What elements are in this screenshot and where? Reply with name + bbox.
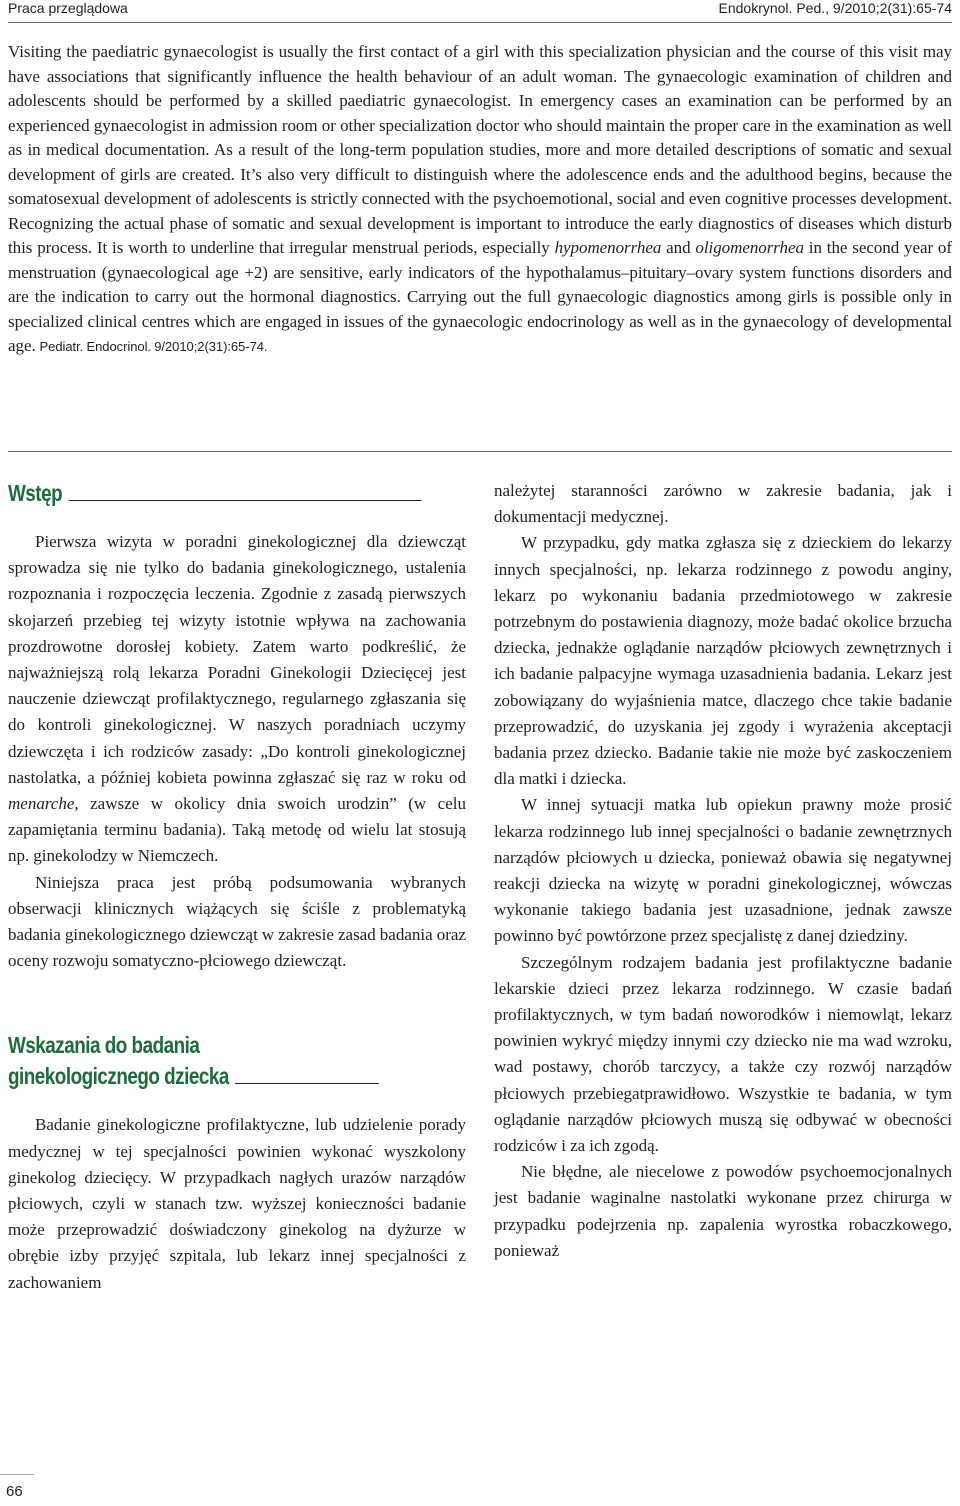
paragraph-text: Pierwsza wizyta w poradni ginekologicznej dla dziewcząt sprowadza się nie tylko do badania ginekologicznego, ustalenia rozpoznania i rozpoczęcia leczenia. Zgodnie z zasadą pierwszych skojarzeń przebieg tej wizyty istotnie wpływa na zachowania prozdrowotne dorosłej kobiety. Zatem warto podkreślić, że najważniejszą rolą lekarza Poradni Ginekologii Dziecięcej jest nauczenie dziewcząt profilaktycznego, regularnego zgłaszania się do kontroli ginekologicznej. W naszych poradniach uczymy dziewczęta i ich rodziców zasady: „Do kontroli ginekologicznej nastolatka, a później kobieta powinna zgłaszać się raz w roku od [8, 532, 466, 787]
abstract-term-hypomenorrhea: hypomenorrhea [554, 238, 662, 257]
term-menarche: menarche [8, 794, 75, 814]
paragraph: należytej staranności zarówno w zakresie badania, jak i dokumentacji medycznej. [494, 481, 952, 527]
section-type-label: Praca przeglądowa [8, 0, 128, 16]
running-header [8, 0, 952, 17]
header-divider [8, 22, 952, 23]
heading-underline [69, 500, 422, 501]
paragraph: Niniejsza praca jest próbą podsumowania wybranych obserwacji klinicznych wiążących się ściśle z problematyką badania ginekologicznego dziewcząt w zakresie zasad badania oraz oceny rozwoju somatyczno-płciowego dziewcząt. [8, 872, 466, 971]
section-heading-indications-line1: Wskazania do badania [8, 1032, 200, 1059]
journal-citation-header: Endokrynol. Ped., 9/2010;2(31):65-74 [718, 0, 952, 16]
paragraph: Szczególnym rodzajem badania jest profilaktyczne badanie lekarskie dzieci przez lekarza rodzinnego. W czasie badań profilaktycznych, w tym badań noworodków i niemowląt, lekarz powinien wykryć między innymi czy dziecko nie ma wad wzroku, wad postawy, chorób tarczycy, a także czy rozwój narządów płciowych przebiegatprawidłowo. Wszystkie te badania, w tym oglądanie narządów płciowych muszą się odbywać w obecności rodziców i za ich zgodą. [494, 952, 952, 1156]
right-column [494, 478, 952, 1264]
heading-underline [235, 1083, 379, 1084]
section-heading-indications [8, 1030, 466, 1092]
abstract [8, 40, 952, 360]
abstract-divider [8, 451, 952, 452]
paragraph [8, 529, 466, 870]
abstract-and: and [661, 238, 696, 257]
abstract-citation: Pediatr. Endocrinol. 9/2010;2(31):65-74. [39, 339, 268, 354]
paragraph: W przypadku, gdy matka zgłasza się z dzieckiem do lekarzy innych specjalności, np. lekarza rodzinnego z powodu anginy, lekarz po wykonaniu badania przedmiotowego w zakresie potrzebnym do postawienia diagnozy, może badać okolice brzucha dziecka, jednakże oglądanie narządów płciowych zewnętrznych i ich badanie palpacyjne wymaga uzasadnienia badania. Lekarz jest zobowiązany do wyjaśnienia matce, dlaczego chce takie badanie przeprowadzić, do uzyskania jej zgody i wyrażenia akceptacji badania przez dziecko. Badanie takie nie może być zaskoczeniem dla matki i dziecka. [494, 533, 952, 789]
section-heading-intro-text: Wstęp [8, 480, 63, 506]
page-number-divider [0, 1474, 34, 1475]
abstract-text-part1: Visiting the paediatric gynaecologist is usually the first contact of a girl with this specialization physician and the course of this visit may have associations that significantly influence the health behaviour of an adult woman. The gynaecologic examination of children and adolescents should be performed by a skilled paediatric gynaecologist. In emergency cases an examination can be performed by an experienced gynaecologist in admission room or other specialization doctor who should maintain the proper care in the examination as well as in medical documentation. As a result of the long-term population studies, more and more detailed descriptions of somatic and sexual development of girls are created. It’s also very difficult to distinguish where the adolescence ends and the adulthood begins, because the somatosexual development of adolescents is strictly connected with the psychoemotional, social and even cognitive processes development. Recognizing the actual phase of somatic and sexual development is important to introduce the early diagnostics of diseases which disturb this process. It is worth to underline that irregular menstrual periods, especially [8, 42, 952, 257]
section-heading-indications-line2: ginekologicznego dziecka [8, 1063, 229, 1090]
page-number: 66 [6, 1483, 23, 1500]
section-spacer [8, 974, 466, 1030]
left-column [8, 478, 466, 1296]
paragraph: Nie błędne, ale niecelowe z powodów psychoemocjonalnych jest badanie waginalne nastolatki wykonane przez chirurga w przypadku podejrzenia np. zapalenia wyrostka robaczkowego, ponieważ [494, 1162, 952, 1260]
section-heading-intro [8, 478, 466, 509]
paragraph: Badanie ginekologiczne profilaktyczne, lub udzielenie porady medycznej w tej specjalności powinien wykonać wyszkolony ginekolog dziecięcy. W przypadkach nagłych urazów narządów płciowych, czyli w stanach tzw. wyższej konieczności badanie może przeprowadzić doświadczony ginekolog na dyżurze w obrębie izby przyjęć szpitala, lub lekarz innej specjalności z zachowaniem [8, 1115, 466, 1292]
abstract-text-part2: in the second year of menstruation (gynaecological age +2) are sensitive, early indicators of the hypothalamus–pituitary–ovary system functions disorders and are the indication to carry out the hormonal diagnostics. Carrying out the full gynaecologic diagnostics among girls is possible only in specialized clinical centres which are engaged in issues of the gynaecologic endocrinology as well as in the gynaecology of developmental age. [8, 238, 952, 355]
paragraph-text: , zawsze w okolicy dnia swoich urodzin” (w celu zapamiętania terminu badania). Taką metodę od wielu lat stosują np. ginekolodzy w Niemczech. [8, 794, 466, 866]
abstract-term-oligomenorrhea: oligomenorrhea [695, 238, 804, 257]
paragraph: W innej sytuacji matka lub opiekun prawny może prosić lekarza rodzinnego lub innej specjalności o badanie zewnętrznych narządów płciowych u dziecka, ponieważ obawia się negatywnej reakcji dziecka na wizytę w poradni ginekologicznej, wówczas wykonanie takiego badania jest uzasadnione, jednak zawsze powinno być powtórzone przez specjalistę z danej dziedziny. [494, 795, 952, 946]
